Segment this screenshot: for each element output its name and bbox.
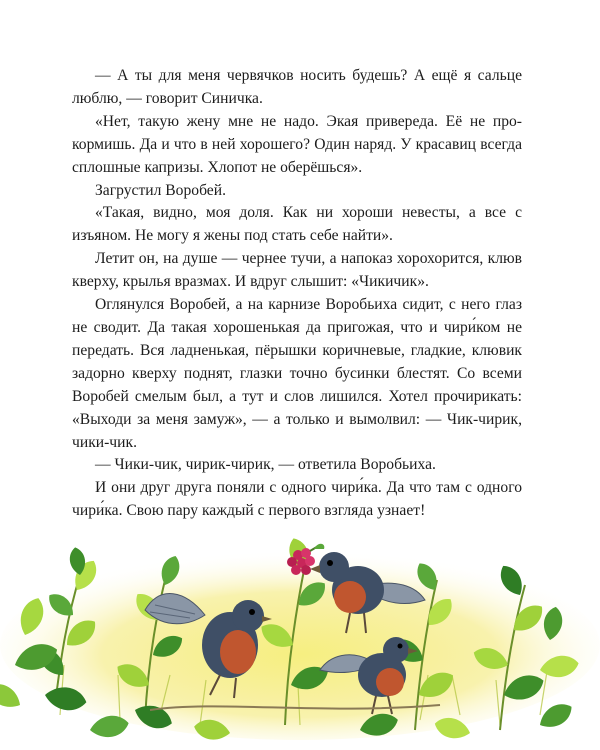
paragraph: — А ты для меня червячков носить будешь? А ещё я сальце люблю, — говорит Синичка. (72, 67, 522, 107)
sparrows-illustration (0, 515, 600, 750)
paragraph: «Такая, видно, моя доля. Как ни хороши невесты, а все с изъяном. Не могу я жены под стать себе найти». (72, 204, 522, 245)
paragraph: Оглянулся Воробей, а на карнизе Воробьиха сидит, с него глаз не сводит. Да такая хорошенькая да пригожая, что и чири́ком не передать. Вся ладненькая, пёрышки коричневые, гладкие, клювик задорно кверху поднят, глазки точно бусинки блестят. Со всеми Воробей смелым был, а тут и слов лишился. Хотел прочирикать: «Выходи за меня замуж», — а только и вымолвил: — Чик-чирик, чики-чик. (72, 296, 522, 451)
paragraph: И они друг друга поняли с одного чири́ка. Да что там с одного чири́ка. Свою пару каждый с первого взгляда узнает! (72, 479, 522, 520)
story-text (72, 65, 522, 523)
paragraph: Загрустил Воробей. (95, 181, 226, 199)
paragraph: «Нет, такую жену мне не надо. Экая привереда. Её не прокормишь. Да и что в ней хорошего? Один наряд. У красавиц всегда сплошные капризы. Хлопот не оберёшься». (72, 112, 522, 176)
paragraph: Летит он, на душе — чернее тучи, а напоказ хорохорится, клюв кверху, крылья вразмах. И вдруг слышит: «Чикичик». (72, 250, 522, 291)
paragraph: — Чики-чик, чирик-чирик, — ответила Воробьиха. (95, 456, 436, 474)
